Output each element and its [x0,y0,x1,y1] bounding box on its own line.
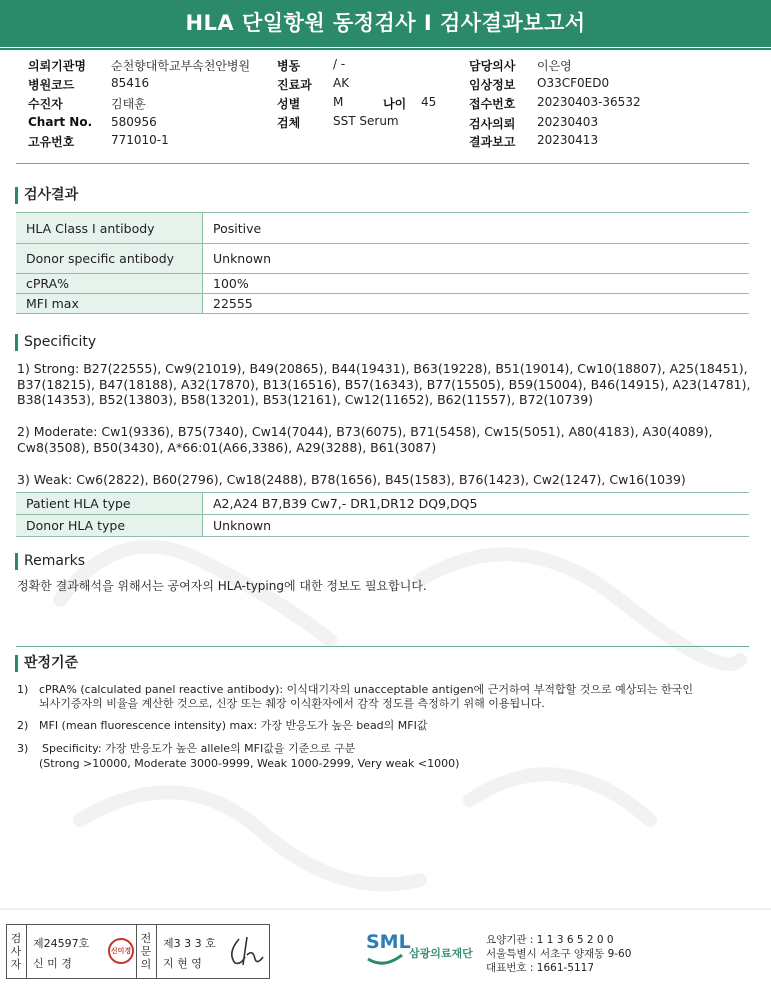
signature-divider [136,925,137,978]
signature-divider [26,925,27,978]
specificity-heading: Specificity [15,334,96,351]
report-title: HLA 단일항원 동정검사 I 검사결과보고서 [0,0,771,47]
care-institution-number: 요양기관 : 1 1 3 6 5 2 0 0 [486,934,614,946]
results-table [16,212,749,314]
request-label: 검사의뢰 [469,117,516,131]
hla-value: A2,A24 B7,B39 Cw7,- DR1,DR12 DQ9,DQ5 [203,493,750,515]
criteria-num: 2) [17,719,29,732]
doctor-label: 담당의사 [469,59,516,73]
result-value: Positive [203,213,750,244]
criteria-heading: 판정기준 [15,655,78,672]
patient-label: 수진자 [28,97,63,111]
criteria-line: MFI (mean fluorescence intensity) max: 가장 반응도가 높은 bead의 MFI값 [39,719,428,732]
criteria-num: 1) [17,683,29,696]
table-row [16,274,749,294]
dept-value: AK [333,76,350,90]
checker-seal: 신미경 [108,938,134,964]
institution-label: 의뢰기관명 [28,59,86,73]
chart-label: Chart No. [28,115,93,129]
dept-label: 진료과 [277,78,312,92]
checker-number: 제24597호 [33,937,90,950]
signature-box [6,924,270,979]
table-row [16,213,749,244]
clinical-value: O33CF0ED0 [537,76,610,90]
remarks-heading: Remarks [15,553,85,570]
specimen-label: 검체 [277,116,301,130]
results-heading: 검사결과 [15,187,78,204]
result-key: MFI max [16,294,203,314]
company-name: 삼광의료재단 [409,947,473,960]
company-phone: 대표번호 : 1661-5117 [486,962,595,974]
hospital-code-label: 병원코드 [28,78,75,92]
criteria-line: Specificity: 가장 반응도가 높은 allele의 MFI값을 기준으로 구분 [42,742,356,755]
specialist-name: 지 현 영 [163,957,202,970]
specimen-value: SST Serum [333,114,399,128]
institution-value: 순천향대학교부속천안병원 [111,59,251,73]
table-row [16,294,749,314]
unique-value: 771010-1 [111,133,169,147]
hla-key: Donor HLA type [16,515,203,537]
hla-value: Unknown [203,515,750,537]
chart-value: 580956 [111,115,157,129]
criteria-line: (Strong >10000, Moderate 3000-9999, Weak 1000-2999, Very weak <1000) [39,757,460,770]
age-label: 나이 [383,97,407,111]
specialist-label: 전문의 [140,932,152,971]
sex-value: M [333,95,344,109]
checker-name: 신 미 경 [33,957,72,970]
specialist-signature-icon [225,935,265,969]
request-value: 20230403 [537,115,599,129]
specificity-strong: 1) Strong: B27(22555), Cw9(21019), B49(20865), B44(19431), B63(19228), B51(19014), Cw10(18807), A25(18451), B37(18215), B47(18188), A32(17870), B13(16516), B57(16343), B77(15505), B59(15004), B46(14915), A23(14781), B38(14353), B52(13803), B58(13201), B53(12161), Cw12(11652), B62(11557), B72(10739) [17,361,751,407]
specificity-weak: 3) Weak: Cw6(2822), B60(2796), Cw18(2488), B78(1656), B45(1583), B76(1423), Cw2(1247), Cw16(1039) [17,472,686,487]
criteria-num: 3) [17,742,29,755]
criteria-line: cPRA% (calculated panel reactive antibody): 이식대기자의 unacceptable antigen에 근거하여 부적합할 것으로 예상되는 한국인 [39,683,693,696]
report-date-value: 20230413 [537,133,599,147]
result-key: Donor specific antibody [16,244,203,274]
doctor-value: 이은영 [537,59,572,73]
specialist-number: 제3 3 3 호 [163,937,216,950]
remarks-divider [16,646,749,647]
receipt-value: 20230403-36532 [537,95,641,109]
result-value: 22555 [203,294,750,314]
header-divider [16,163,749,164]
result-key: cPRA% [16,274,203,294]
result-value: 100% [203,274,750,294]
remarks-text: 정확한 결과해석을 위해서는 공여자의 HLA-typing에 대한 정보도 필요합니다. [17,579,427,593]
age-value: 45 [421,95,437,109]
table-row [16,493,749,515]
title-underline [0,48,771,50]
clinical-label: 임상정보 [469,78,516,92]
company-logo: SML [366,931,411,953]
company-address: 서울특별시 서초구 양재동 9-60 [486,948,632,960]
patient-value: 김태훈 [111,97,146,111]
specificity-moderate: 2) Moderate: Cw1(9336), B75(7340), Cw14(7044), B73(6075), B71(5458), Cw15(5051), A80(4183), A30(4089), Cw8(3508), B50(3430), A*66:01(A66,3386), A29(3288), B61(3087) [17,424,713,455]
checker-label: 검사자 [10,932,22,971]
signature-divider [156,925,157,978]
result-value: Unknown [203,244,750,274]
ward-value: / - [333,57,346,71]
receipt-label: 접수번호 [469,97,516,111]
hla-type-table [16,492,749,537]
ward-label: 병동 [277,59,301,73]
table-row [16,244,749,274]
hla-key: Patient HLA type [16,493,203,515]
table-row [16,515,749,537]
result-key: HLA Class I antibody [16,213,203,244]
criteria-line: 뇌사기증자의 비율을 계산한 것으로, 신장 또는 췌장 이식환자에서 감작 정도를 측정하기 위해 이용됩니다. [39,697,545,710]
unique-label: 고유번호 [28,135,75,149]
report-date-label: 결과보고 [469,135,516,149]
hospital-code-value: 85416 [111,76,150,90]
sex-label: 성별 [277,97,301,111]
